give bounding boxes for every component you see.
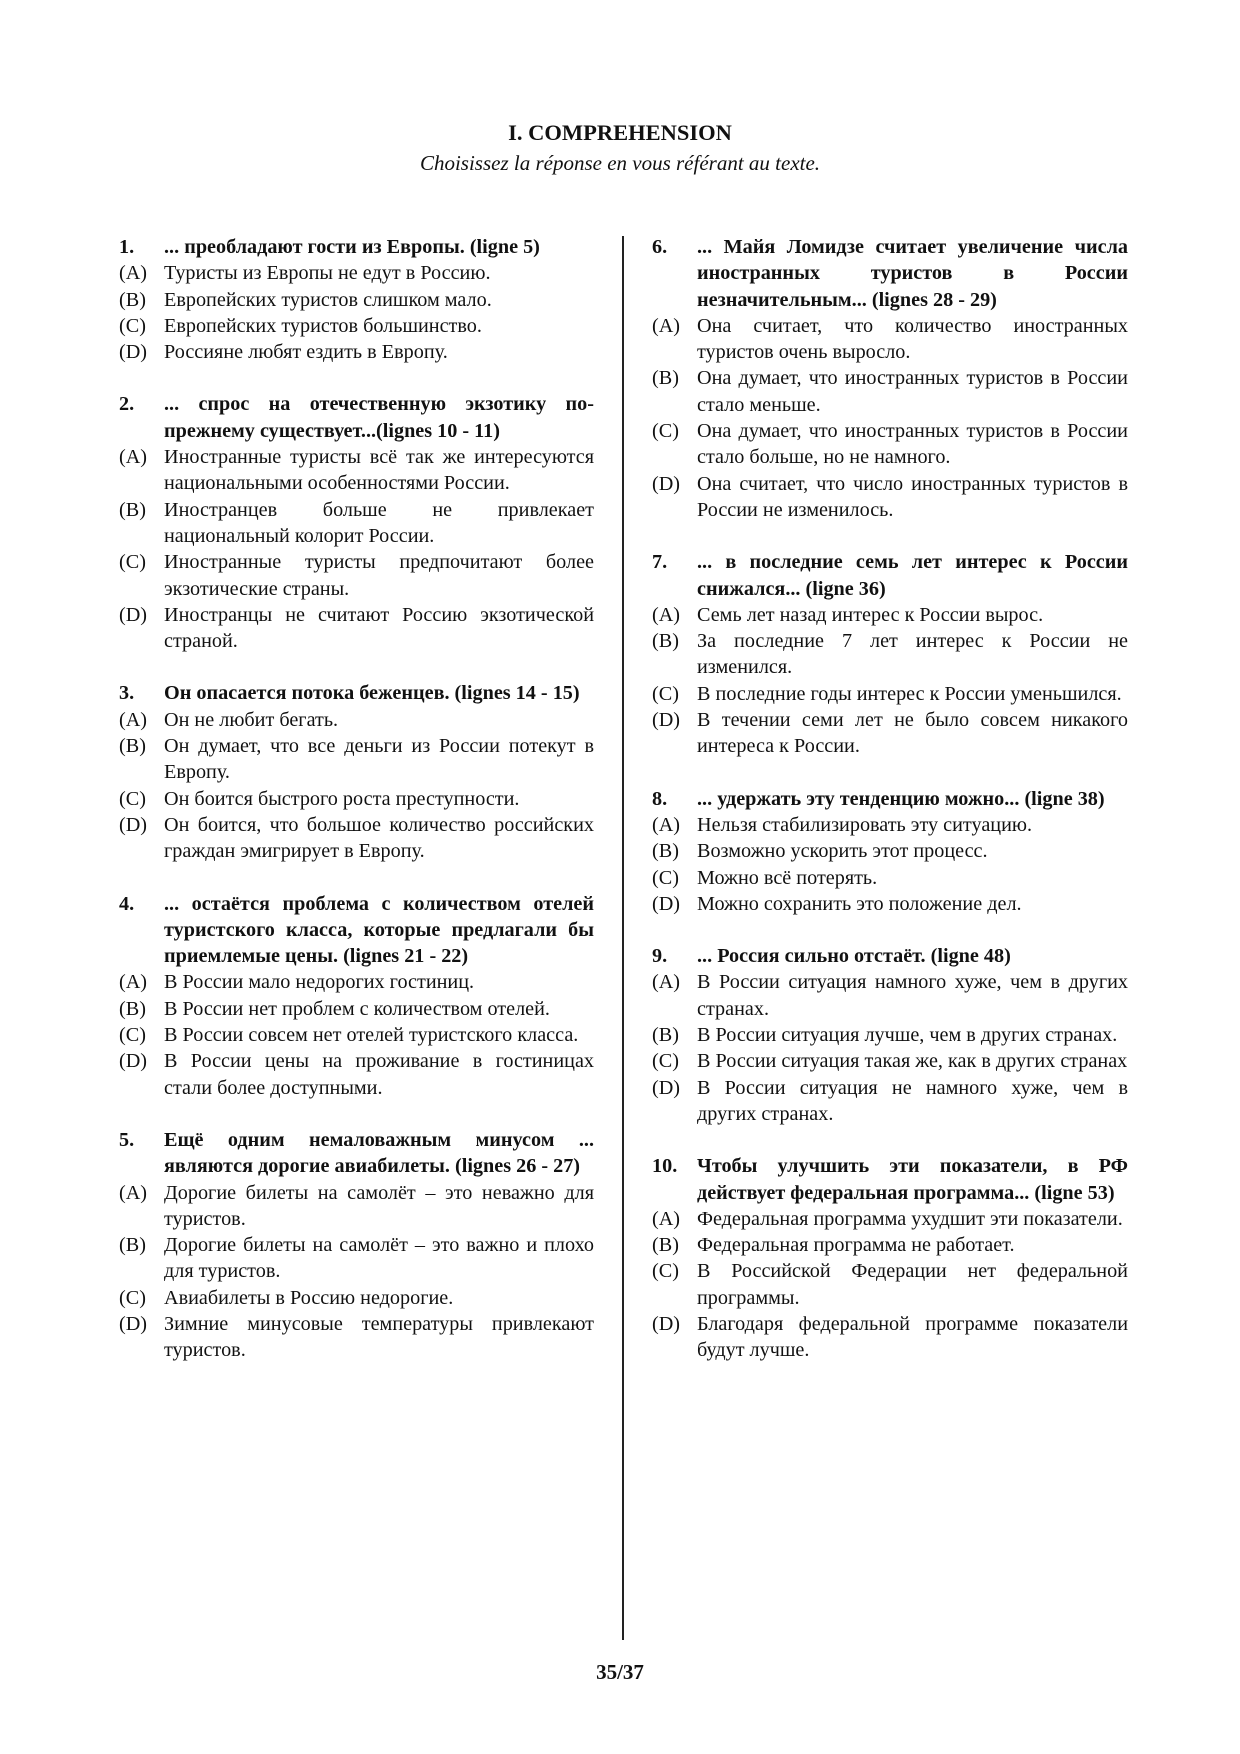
answer-option[interactable] bbox=[652, 969, 1128, 1022]
answer-option[interactable] bbox=[652, 681, 1128, 707]
answer-option[interactable] bbox=[652, 1075, 1128, 1128]
answer-option[interactable] bbox=[119, 1285, 594, 1311]
option-letter: (A) bbox=[119, 971, 148, 994]
option-text: Она считает, что количество иностранных туристов очень выросло. bbox=[697, 314, 1128, 364]
answer-options bbox=[119, 707, 594, 865]
answer-option[interactable] bbox=[652, 891, 1128, 917]
option-letter: (C) bbox=[652, 1050, 679, 1073]
answer-option[interactable] bbox=[119, 1022, 594, 1048]
answer-option[interactable] bbox=[119, 707, 594, 733]
question-number: 3. bbox=[119, 682, 135, 705]
option-text: Семь лет назад интерес к России вырос. bbox=[697, 603, 1044, 626]
answer-option[interactable] bbox=[119, 733, 594, 786]
question-text: Он опасается потока беженцев. (lignes 14 - 15) bbox=[164, 682, 580, 705]
question-heading bbox=[652, 943, 1128, 969]
question-number: 6. bbox=[652, 236, 668, 258]
option-text: Дорогие билеты на самолёт – это неважно для туристов. bbox=[164, 1181, 594, 1230]
option-letter: (A) bbox=[119, 708, 148, 731]
option-text: Благодаря федеральной программе показатели будут лучше. bbox=[697, 1312, 1128, 1362]
answer-option[interactable] bbox=[652, 418, 1128, 471]
answer-option[interactable] bbox=[652, 707, 1128, 760]
option-letter: (D) bbox=[119, 1312, 148, 1335]
answer-options bbox=[652, 1206, 1128, 1364]
option-letter: (B) bbox=[119, 288, 146, 311]
option-text: Он думает, что все деньги из России потекут в Европу. bbox=[164, 735, 594, 784]
option-text: В России мало недорогих гостиниц. bbox=[164, 971, 475, 994]
answer-options bbox=[119, 969, 594, 1100]
question-block bbox=[119, 680, 594, 864]
answer-options bbox=[652, 313, 1128, 523]
option-text: Он не любит бегать. bbox=[164, 708, 339, 731]
question-heading bbox=[652, 786, 1128, 812]
answer-option[interactable] bbox=[652, 628, 1128, 681]
option-text: Можно сохранить это положение дел. bbox=[697, 892, 1022, 915]
question-number: 8. bbox=[652, 787, 668, 810]
answer-option[interactable] bbox=[119, 1232, 594, 1285]
option-text: Туристы из Европы не едут в Россию. bbox=[164, 262, 491, 285]
question-heading bbox=[119, 391, 594, 444]
option-letter: (A) bbox=[119, 1181, 148, 1204]
question-number: 7. bbox=[652, 551, 668, 574]
option-text: В течении семи лет не было совсем никакого интереса к России. bbox=[697, 709, 1128, 758]
option-letter: (C) bbox=[119, 1286, 146, 1309]
answer-option[interactable] bbox=[652, 838, 1128, 864]
question-heading bbox=[652, 234, 1128, 313]
answer-option[interactable] bbox=[119, 287, 594, 313]
option-letter: (C) bbox=[652, 866, 679, 889]
option-letter: (C) bbox=[119, 1024, 146, 1047]
answer-option[interactable] bbox=[119, 786, 594, 812]
question-heading bbox=[119, 234, 594, 260]
option-text: Европейских туристов слишком мало. bbox=[164, 288, 492, 311]
answer-option[interactable] bbox=[652, 471, 1128, 524]
option-letter: (C) bbox=[652, 682, 679, 705]
option-letter: (B) bbox=[652, 367, 679, 390]
question-block bbox=[119, 234, 594, 365]
option-text: Федеральная программа ухудшит эти показатели. bbox=[697, 1207, 1123, 1230]
option-letter: (C) bbox=[119, 787, 146, 810]
option-text: Дорогие билеты на самолёт – это важно и плохо для туристов. bbox=[164, 1234, 594, 1283]
answer-option[interactable] bbox=[652, 1311, 1128, 1364]
answer-option[interactable] bbox=[652, 602, 1128, 628]
option-text: Она думает, что иностранных туристов в России стало больше, но не намного. bbox=[697, 420, 1128, 469]
option-text: Возможно ускорить этот процесс. bbox=[697, 840, 988, 863]
option-letter: (C) bbox=[652, 1260, 679, 1283]
left-column bbox=[119, 234, 594, 1390]
option-letter: (A) bbox=[652, 603, 681, 626]
question-number: 10. bbox=[652, 1155, 678, 1178]
answer-option[interactable] bbox=[119, 497, 594, 550]
option-text: Зимние минусовые температуры привлекают туристов. bbox=[164, 1312, 594, 1362]
option-text: В России ситуация намного хуже, чем в других странах. bbox=[697, 971, 1128, 1020]
option-text: В России цены на проживание в гостиницах стали более доступными. bbox=[164, 1050, 594, 1099]
option-letter: (B) bbox=[119, 498, 146, 521]
answer-option[interactable] bbox=[119, 549, 594, 602]
option-text: Иностранцев больше не привлекает национальный колорит России. bbox=[164, 498, 594, 547]
option-text: В России нет проблем с количеством отелей. bbox=[164, 997, 550, 1020]
answer-option[interactable] bbox=[119, 260, 594, 286]
question-block bbox=[119, 1127, 594, 1364]
answer-option[interactable] bbox=[119, 1180, 594, 1233]
question-number: 5. bbox=[119, 1128, 135, 1151]
answer-option[interactable] bbox=[119, 996, 594, 1022]
option-text: Европейских туристов большинство. bbox=[164, 314, 482, 337]
question-heading bbox=[119, 680, 594, 706]
question-heading bbox=[652, 549, 1128, 602]
page-number: 35/37 bbox=[596, 1660, 644, 1684]
question-number: 9. bbox=[652, 945, 668, 968]
answer-options bbox=[652, 812, 1128, 917]
option-text: Она считает, что число иностранных туристов в России не изменилось. bbox=[697, 472, 1128, 521]
question-number: 4. bbox=[119, 892, 135, 915]
answer-option[interactable] bbox=[119, 339, 594, 365]
question-heading bbox=[119, 891, 594, 970]
option-text: Россияне любят ездить в Европу. bbox=[164, 341, 448, 364]
option-letter: (C) bbox=[119, 314, 146, 337]
question-block bbox=[119, 891, 594, 1101]
option-letter: (D) bbox=[652, 892, 681, 915]
option-letter: (D) bbox=[652, 1076, 681, 1099]
option-letter: (B) bbox=[652, 840, 679, 863]
option-text: Он боится, что большое количество российских граждан эмигрирует в Европу. bbox=[164, 813, 594, 863]
answer-options bbox=[119, 444, 594, 654]
section-title: I. COMPREHENSION bbox=[508, 120, 732, 145]
answer-options bbox=[119, 1180, 594, 1364]
answer-option[interactable] bbox=[652, 1258, 1128, 1311]
answer-option[interactable] bbox=[652, 812, 1128, 838]
option-letter: (D) bbox=[652, 709, 681, 732]
option-text: Можно всё потерять. bbox=[697, 866, 878, 889]
question-number: 1. bbox=[119, 236, 135, 258]
question-text: ... Россия сильно отстаёт. (ligne 48) bbox=[697, 945, 1011, 968]
question-block bbox=[652, 1153, 1128, 1363]
option-letter: (C) bbox=[652, 420, 679, 443]
answer-option[interactable] bbox=[652, 1206, 1128, 1232]
answer-option[interactable] bbox=[652, 865, 1128, 891]
question-text: ... спрос на отечественную экзотику по-прежнему существует...(lignes 10 - 11) bbox=[164, 393, 594, 442]
question-heading bbox=[652, 1153, 1128, 1206]
section-instructions: Choisissez la réponse en vous référant au texte. bbox=[419, 151, 821, 175]
answer-options bbox=[652, 969, 1128, 1127]
answer-option[interactable] bbox=[652, 365, 1128, 418]
answer-option[interactable] bbox=[119, 1048, 594, 1101]
answer-option[interactable] bbox=[652, 1048, 1128, 1074]
answer-option[interactable] bbox=[652, 313, 1128, 366]
option-letter: (C) bbox=[119, 551, 146, 574]
option-letter: (A) bbox=[652, 813, 681, 836]
option-letter: (A) bbox=[652, 1207, 681, 1230]
option-text: В России совсем нет отелей туристского класса. bbox=[164, 1024, 579, 1047]
option-letter: (D) bbox=[652, 472, 681, 495]
answer-option[interactable] bbox=[119, 444, 594, 497]
question-heading bbox=[119, 1127, 594, 1180]
option-text: Он боится быстрого роста преступности. bbox=[164, 787, 520, 810]
question-text: ... остаётся проблема с количеством отелей туристского класса, которые предлагали бы приемлемые цены. (lignes 21 - 22) bbox=[164, 892, 594, 968]
option-text: Иностранные туристы всё так же интересуются национальными особенностями России. bbox=[164, 446, 594, 495]
answer-option[interactable] bbox=[119, 602, 594, 655]
option-text: За последние 7 лет интерес к России не изменился. bbox=[697, 630, 1128, 679]
option-letter: (D) bbox=[119, 1050, 148, 1073]
answer-option[interactable] bbox=[119, 812, 594, 865]
option-letter: (B) bbox=[119, 997, 146, 1020]
option-text: Она думает, что иностранных туристов в России стало меньше. bbox=[697, 367, 1128, 416]
option-letter: (A) bbox=[119, 446, 148, 469]
option-text: Федеральная программа не работает. bbox=[697, 1234, 1015, 1257]
option-letter: (D) bbox=[652, 1312, 681, 1335]
question-text: ... удержать эту тенденцию можно... (ligne 38) bbox=[697, 787, 1105, 810]
option-letter: (B) bbox=[119, 1234, 146, 1257]
question-text: Ещё одним немаловажным минусом ... являются дорогие авиабилеты. (lignes 26 - 27) bbox=[164, 1128, 594, 1178]
option-letter: (B) bbox=[652, 1024, 679, 1047]
page-header bbox=[0, 118, 1240, 178]
question-block bbox=[119, 391, 594, 654]
question-text: ... в последние семь лет интерес к России снижался... (ligne 36) bbox=[697, 551, 1128, 600]
answer-option[interactable] bbox=[652, 1232, 1128, 1258]
option-letter: (A) bbox=[652, 971, 681, 994]
question-block bbox=[652, 234, 1128, 523]
option-text: В Российской Федерации нет федеральной программы. bbox=[697, 1260, 1128, 1309]
option-text: Иностранцы не считают Россию экзотической страной. bbox=[164, 603, 594, 653]
option-letter: (A) bbox=[119, 262, 148, 285]
question-text: ... преобладают гости из Европы. (ligne 5) bbox=[164, 236, 540, 258]
option-letter: (B) bbox=[652, 1234, 679, 1257]
question-block bbox=[652, 786, 1128, 917]
option-letter: (A) bbox=[652, 314, 681, 337]
option-letter: (D) bbox=[119, 603, 148, 626]
answer-option[interactable] bbox=[119, 969, 594, 995]
question-text: Чтобы улучшить эти показатели, в РФ действует федеральная программа... (ligne 53) bbox=[697, 1155, 1128, 1204]
option-letter: (B) bbox=[652, 630, 679, 653]
option-text: В России ситуация не намного хуже, чем в других странах. bbox=[697, 1076, 1128, 1125]
answer-option[interactable] bbox=[119, 313, 594, 339]
option-letter: (D) bbox=[119, 813, 148, 836]
option-text: Авиабилеты в Россию недорогие. bbox=[164, 1286, 454, 1309]
answer-options bbox=[119, 260, 594, 365]
option-text: В последние годы интерес к России уменьшился. bbox=[697, 682, 1122, 705]
option-text: В России ситуация такая же, как в других странах bbox=[697, 1050, 1128, 1073]
option-letter: (B) bbox=[119, 735, 146, 758]
option-text: В России ситуация лучше, чем в других странах. bbox=[697, 1024, 1118, 1047]
question-block bbox=[652, 549, 1128, 759]
answer-option[interactable] bbox=[652, 1022, 1128, 1048]
option-letter: (D) bbox=[119, 341, 148, 364]
question-block bbox=[652, 943, 1128, 1127]
option-text: Иностранные туристы предпочитают более экзотические страны. bbox=[164, 551, 594, 600]
question-text: ... Майя Ломидзе считает увеличение числа иностранных туристов в России незначительным... (lignes 28 - 29) bbox=[697, 236, 1128, 311]
question-number: 2. bbox=[119, 393, 135, 416]
answer-option[interactable] bbox=[119, 1311, 594, 1364]
right-column bbox=[652, 234, 1128, 1390]
column-divider bbox=[622, 236, 624, 1640]
answer-options bbox=[652, 602, 1128, 760]
option-text: Нельзя стабилизировать эту ситуацию. bbox=[697, 813, 1033, 836]
